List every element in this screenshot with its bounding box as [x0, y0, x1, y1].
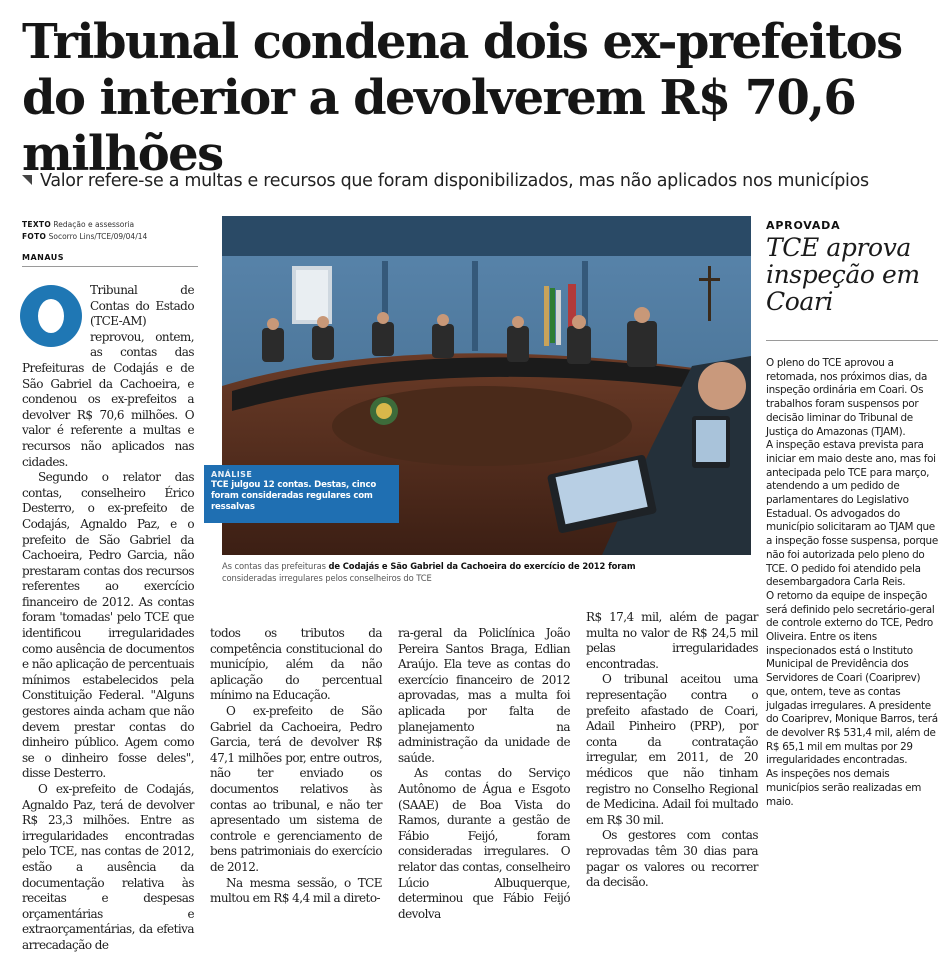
- arrow-icon: [22, 175, 32, 185]
- article-column-3: [398, 626, 570, 921]
- article-paragraph: todos os tributos da competência constitucional do município, além da não aplicação do percentual mínimo na Educação.: [210, 626, 382, 703]
- article-paragraph: Na mesma sessão, o TCE multou em R$ 4,4 mil a direto-: [210, 875, 382, 906]
- article-paragraph: R$ 17,4 mil, além de pagar multa no valor de R$ 24,5 mil pelas irregularidades encontradas.: [586, 610, 758, 671]
- article-column-2: [210, 626, 382, 906]
- credit-photo: [22, 231, 202, 243]
- credit-text-value: Redação e assessoria: [53, 220, 135, 229]
- deck: [22, 170, 937, 192]
- dropcap-icon: [20, 285, 82, 347]
- credits: [22, 219, 202, 243]
- headline: Tribunal condena dois ex-prefeitos do interior a devolverem R$ 70,6 milhões: [22, 14, 902, 182]
- sidebar-body: [766, 357, 940, 862]
- article-paragraph: Os gestores com contas reprovadas têm 30 dias para pagar os valores ou recorrer da decisão.: [586, 828, 758, 890]
- article-paragraph: O ex-prefeito de São Gabriel da Cachoeira, Pedro Garcia, terá de devolver R$ 47,1 milhões por, entre outros, não ter enviado os documentos relativos às contas ao tribunal, e não ter apresentado um sistema de controle e gerenciamento de bens patrimoniais do exercício de 2012.: [210, 703, 382, 874]
- sidebar-paragraph: O retorno da equipe de inspeção será definido pelo secretário-geral de controle externo do TCE, Pedro Oliveira. Entre os itens inspecionados está o Instituto Municipal de Previdência dos Servidores de Coari (Coariprev) que, ontem, teve as contas julgadas irregulares. A presidente do Coariprev, Monique Barros, terá de devolver R$ 531,4 mil, além de R$ 65,1 mil em multas por 29 irregularidades encontradas.: [766, 589, 938, 767]
- sidebar-paragraph: O pleno do TCE aprovou a retomada, nos próximos dias, da inspeção ordinária em Coari. Os trabalhos foram suspensos por decisão liminar do Tribunal de Justiça do Amazonas (TJAM).: [766, 357, 928, 438]
- article-paragraph: As contas do Serviço Autônomo de Água e Esgoto (SAAE) de Boa Vista do Ramos, durante a gestão de Fábio Feijó, foram consideradas irregulares. O relator das contas, conselheiro Lúcio Albuquerque, determinou que Fábio Feijó devolva: [398, 766, 570, 921]
- article-paragraph: Tribunal de Contas do Estado (TCE-AM) reprovou, ontem, as contas das Prefeituras de Codajás e de São Gabriel da Cachoeira, e condenou os ex-prefeitos a devolver R$ 70,6 milhões. O valor é referente a multas e recursos não aplicados nas cidades.: [22, 283, 194, 469]
- caption-bold: de Codajás e São Gabriel da Cachoeira do exercício de 2012 foram: [328, 561, 636, 571]
- sidebar-divider: [766, 340, 938, 341]
- article-paragraph: O ex-prefeito de Codajás, Agnaldo Paz, terá de devolver R$ 23,3 milhões. Entre as irregularidades encontradas pelo TCE, nas contas de 2012, estão a ausência da documentação relativa às receitas e despesas orçamentárias e extraorçamentárias, da efetiva arrecadação de: [22, 782, 194, 952]
- credit-text: [22, 219, 202, 231]
- sidebar-paragraph: A inspeção estava prevista para iniciar em maio deste ano, mas foi antecipada pelo TCE para março, atendendo a um pedido de parlamentares do Legislativo Estadual. Os advogados do município solicitaram ao TJAM que a inspeção fosse suspensa, porque não foi autorizada pelo pleno do TCE. O pedido foi atendido pela desembargadora Carla Reis.: [766, 439, 938, 589]
- article-paragraph: O tribunal aceitou uma representação contra o prefeito afastado de Coari, Adail Pinheiro (PRP), por conta da contratação irregular, em 2011, de 20 médicos que não tinham registro no Conselho Regional de Medicina. Adail foi multado em R$ 30 mil.: [586, 672, 758, 827]
- sidebar-kicker: APROVADA: [766, 219, 841, 232]
- caption-lead: As contas das prefeituras: [222, 561, 329, 571]
- article-column-1: [22, 283, 195, 952]
- credit-text-label: TEXTO: [22, 220, 52, 229]
- dateline: MANAUS: [22, 253, 198, 267]
- analysis-label: ANÁLISE: [211, 470, 253, 479]
- caption-tail: consideradas irregulares pelos conselheiros do TCE: [222, 573, 432, 583]
- deck-text: Valor refere-se a multas e recursos que foram disponibilizados, mas não aplicados nos municípios: [40, 171, 869, 191]
- article-column-4: [586, 610, 758, 890]
- article-paragraph: ra-geral da Policlínica João Pereira Santos Braga, Edlian Araújo. Ela teve as contas do exercício financeiro de 2012 aprovadas, mas a multa foi aplicada por falta de planejamento na administração da unidade de saúde.: [398, 626, 570, 765]
- photo-caption: [222, 560, 752, 584]
- credit-photo-value: Socorro Lins/TCE/09/04/14: [48, 232, 148, 241]
- analysis-text: TCE julgou 12 contas. Destas, cinco foram consideradas regulares com ressalvas: [211, 480, 377, 512]
- analysis-box: [204, 465, 399, 523]
- credit-photo-label: FOTO: [22, 232, 47, 241]
- sidebar-title: TCE aprova inspeção em Coari: [766, 233, 920, 316]
- sidebar-paragraph: As inspeções nos demais municípios serão realizadas em maio.: [766, 768, 922, 808]
- article-paragraph: Segundo o relator das contas, conselheiro Érico Desterro, o ex-prefeito de Codajás, Agnaldo Paz, e o prefeito de São Gabriel da Cachoeira, Pedro Garcia, não prestaram contas dos recursos referentes ao exercício financeiro de 2012. As contas foram 'tomadas' pelo TCE que identificou irregularidades como ausência de documentos e não aplicação de percentuais mínimos estabelecidos pela Constituição Federal. "Alguns gestores ainda acham que não devem prestar contas do dinheiro público. Agem como se o dinheiro fosse deles", disse Desterro.: [22, 470, 195, 781]
